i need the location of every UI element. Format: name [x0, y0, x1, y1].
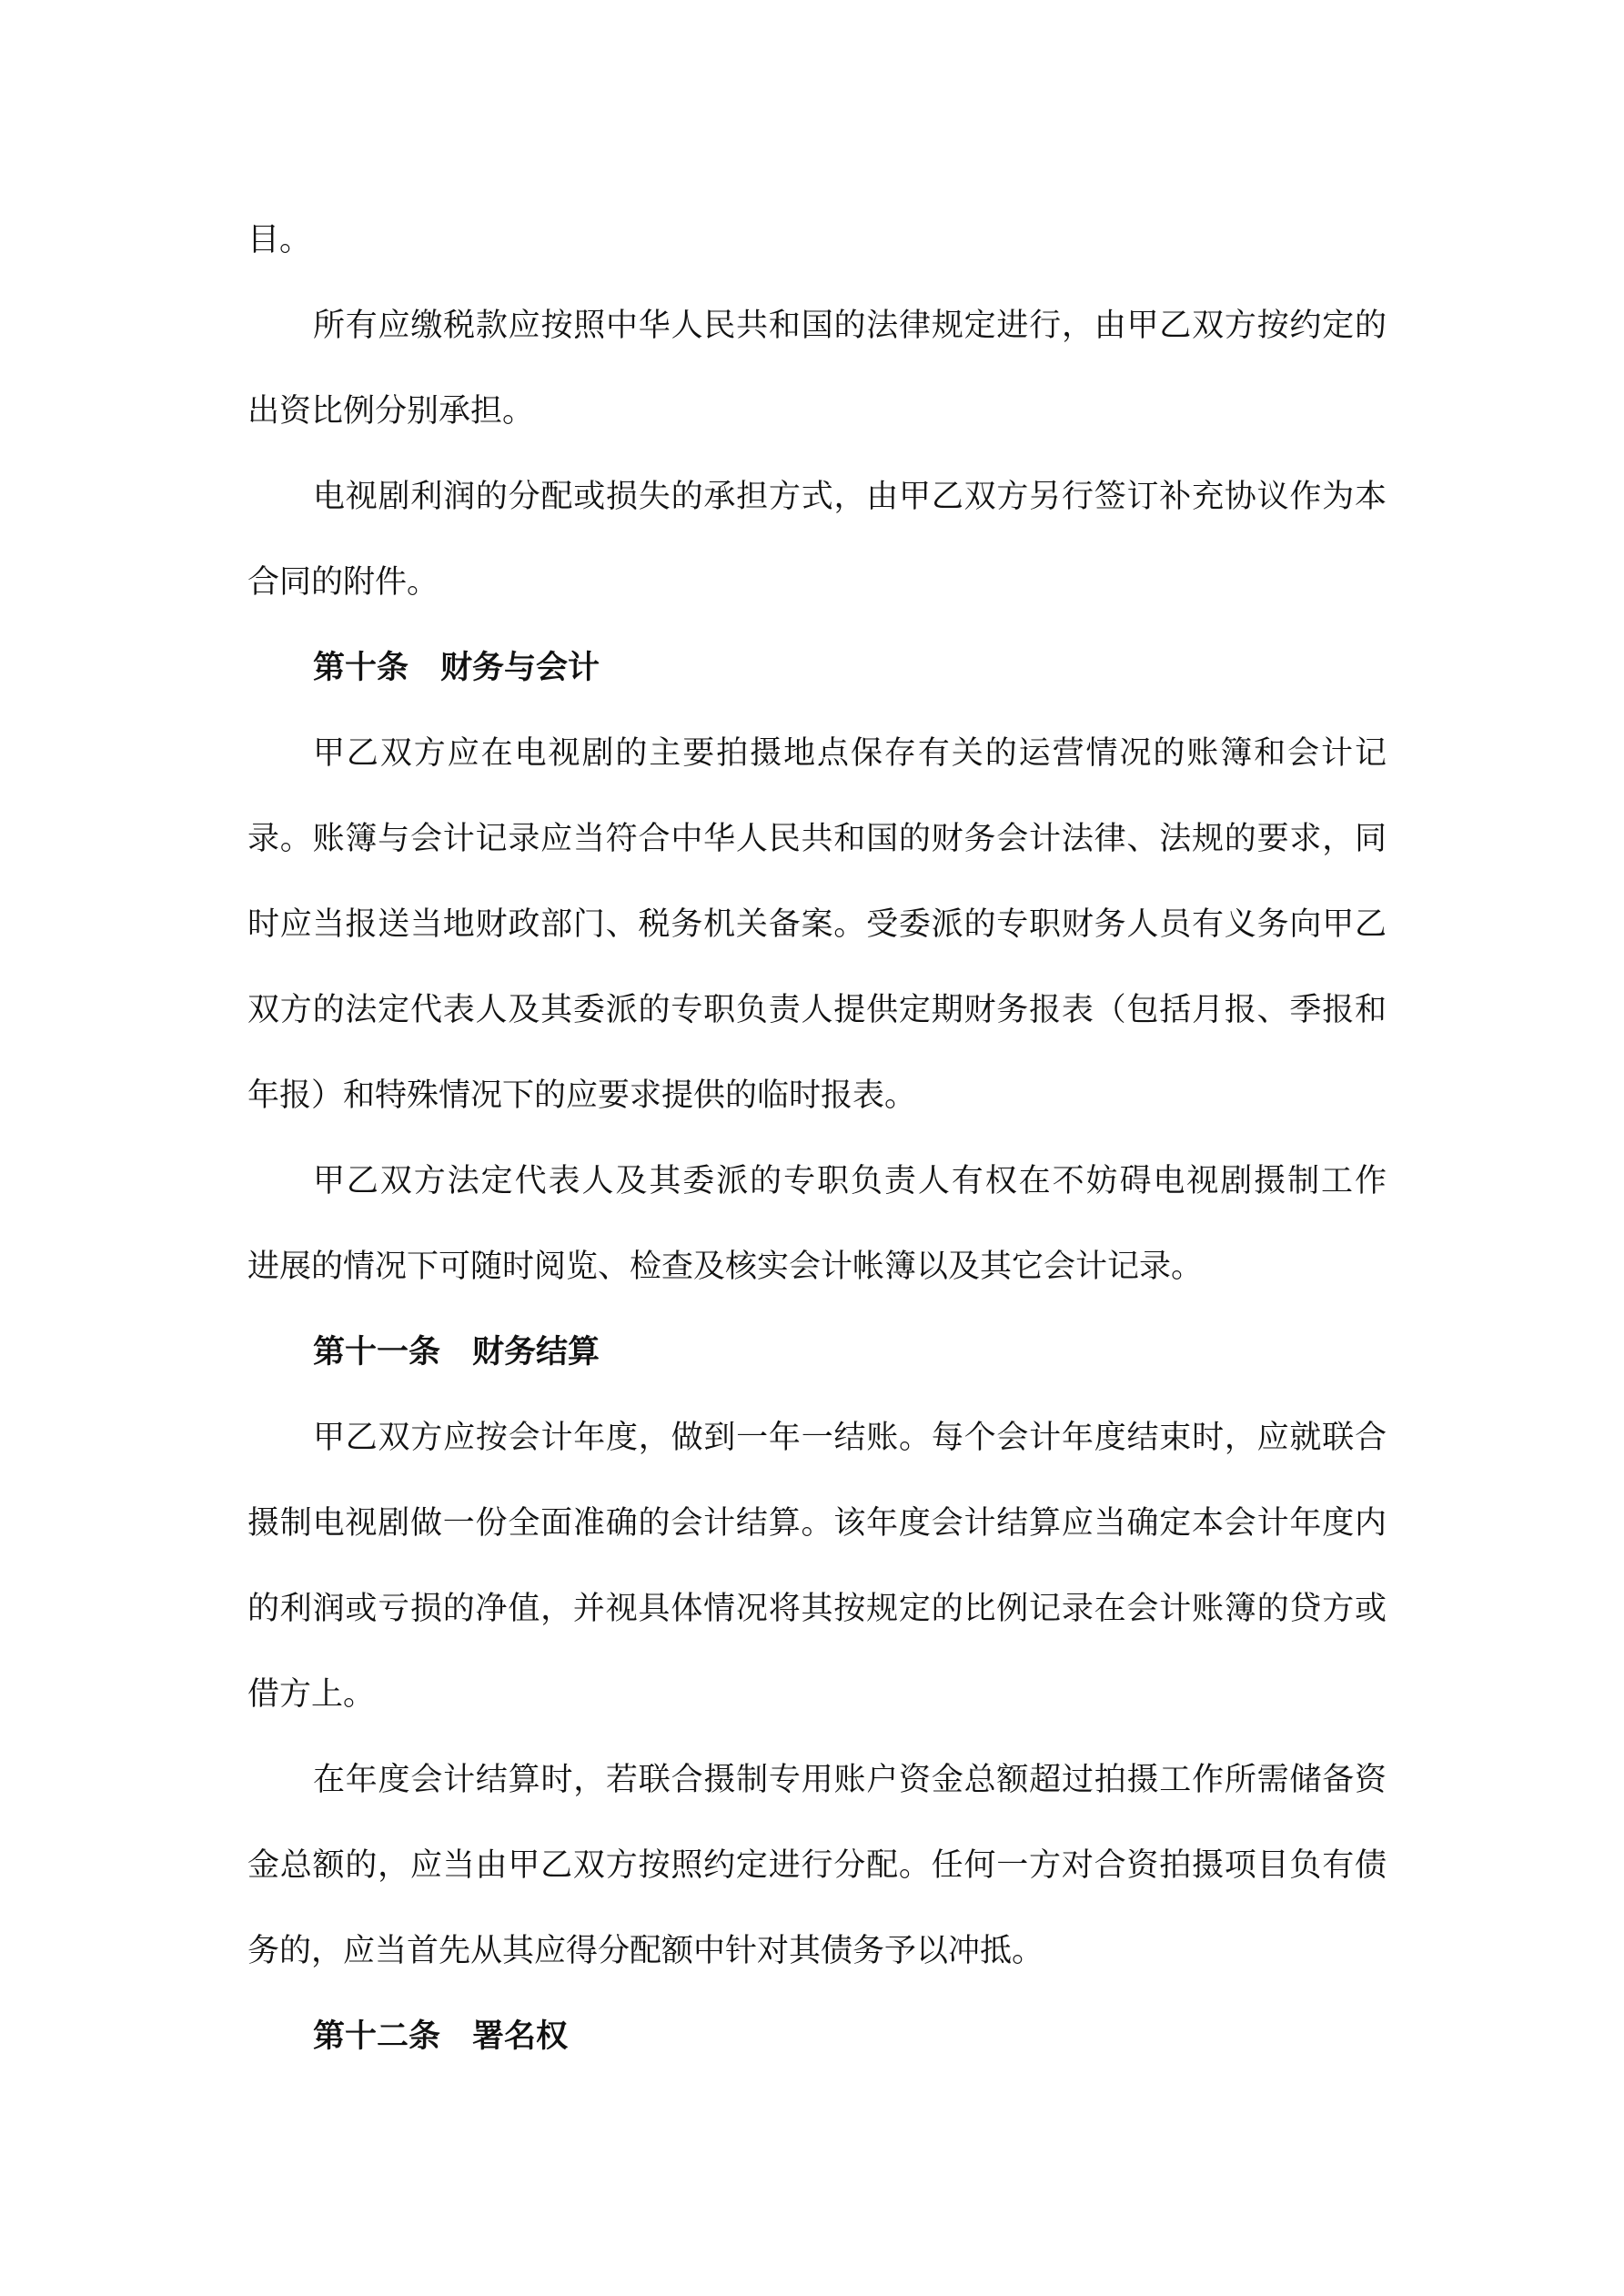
article-11-heading: 第十一条 财务结算 — [313, 1334, 600, 1371]
paragraph-annual-settlement — [247, 1395, 1387, 1737]
text-line: 金总额的，应当由甲乙双方按照约定进行分配。任何一方对合资拍摄项目负有债 — [247, 1847, 1387, 1884]
text-line: 摄制电视剧做一份全面准确的会计结算。该年度会计结算应当确定本会计年度内 — [247, 1505, 1387, 1542]
paragraph-fund-distribution — [247, 1737, 1387, 1994]
text-line: 合同的附件。 — [247, 564, 439, 601]
text-line: 所有应缴税款应按照中华人民共和国的法律规定进行，由甲乙双方按约定的 — [313, 308, 1387, 344]
article-12-heading: 第十二条 署名权 — [313, 2018, 569, 2055]
document-page — [247, 0, 1387, 2079]
text-line: 时应当报送当地财政部门、税务机关备案。受委派的专职财务人员有义务向甲乙 — [247, 906, 1387, 943]
text-line: 甲乙双方应在电视剧的主要拍摄地点保存有关的运营情况的账簿和会计记 — [313, 735, 1387, 772]
text-line: 在年度会计结算时，若联合摄制专用账户资金总额超过拍摄工作所需储备资 — [313, 1762, 1387, 1798]
text-line: 借方上。 — [247, 1676, 376, 1713]
text-line: 目。 — [247, 222, 312, 258]
paragraph-account-books — [247, 711, 1387, 1138]
text-line: 双方的法定代表人及其委派的专职负责人提供定期财务报表（包括月报、季报和 — [247, 992, 1387, 1028]
paragraph-taxes — [247, 283, 1387, 454]
text-line: 的利润或亏损的净值，并视具体情况将其按规定的比例记录在会计账簿的贷方或 — [247, 1591, 1387, 1627]
paragraph-continuation — [247, 197, 1387, 283]
text-line: 甲乙双方应按会计年度，做到一年一结账。每个会计年度结束时，应就联合 — [313, 1420, 1387, 1456]
text-line: 甲乙双方法定代表人及其委派的专职负责人有权在不妨碍电视剧摄制工作 — [313, 1163, 1387, 1199]
paragraph-profit-distribution — [247, 454, 1387, 625]
text-line: 务的，应当首先从其应得分配额中针对其债务予以冲抵。 — [247, 1933, 1044, 1969]
text-line: 出资比例分别承担。 — [247, 393, 535, 430]
text-line: 电视剧利润的分配或损失的承担方式，由甲乙双方另行签订补充协议作为本 — [313, 479, 1387, 515]
paragraph-inspection-rights — [247, 1138, 1387, 1310]
text-line: 年报）和特殊情况下的应要求提供的临时报表。 — [247, 1077, 917, 1114]
article-10-heading: 第十条 财务与会计 — [313, 650, 600, 686]
text-line: 进展的情况下可随时阅览、检查及核实会计帐簿以及其它会计记录。 — [247, 1249, 1204, 1285]
text-line: 录。账簿与会计记录应当符合中华人民共和国的财务会计法律、法规的要求，同 — [247, 821, 1387, 857]
